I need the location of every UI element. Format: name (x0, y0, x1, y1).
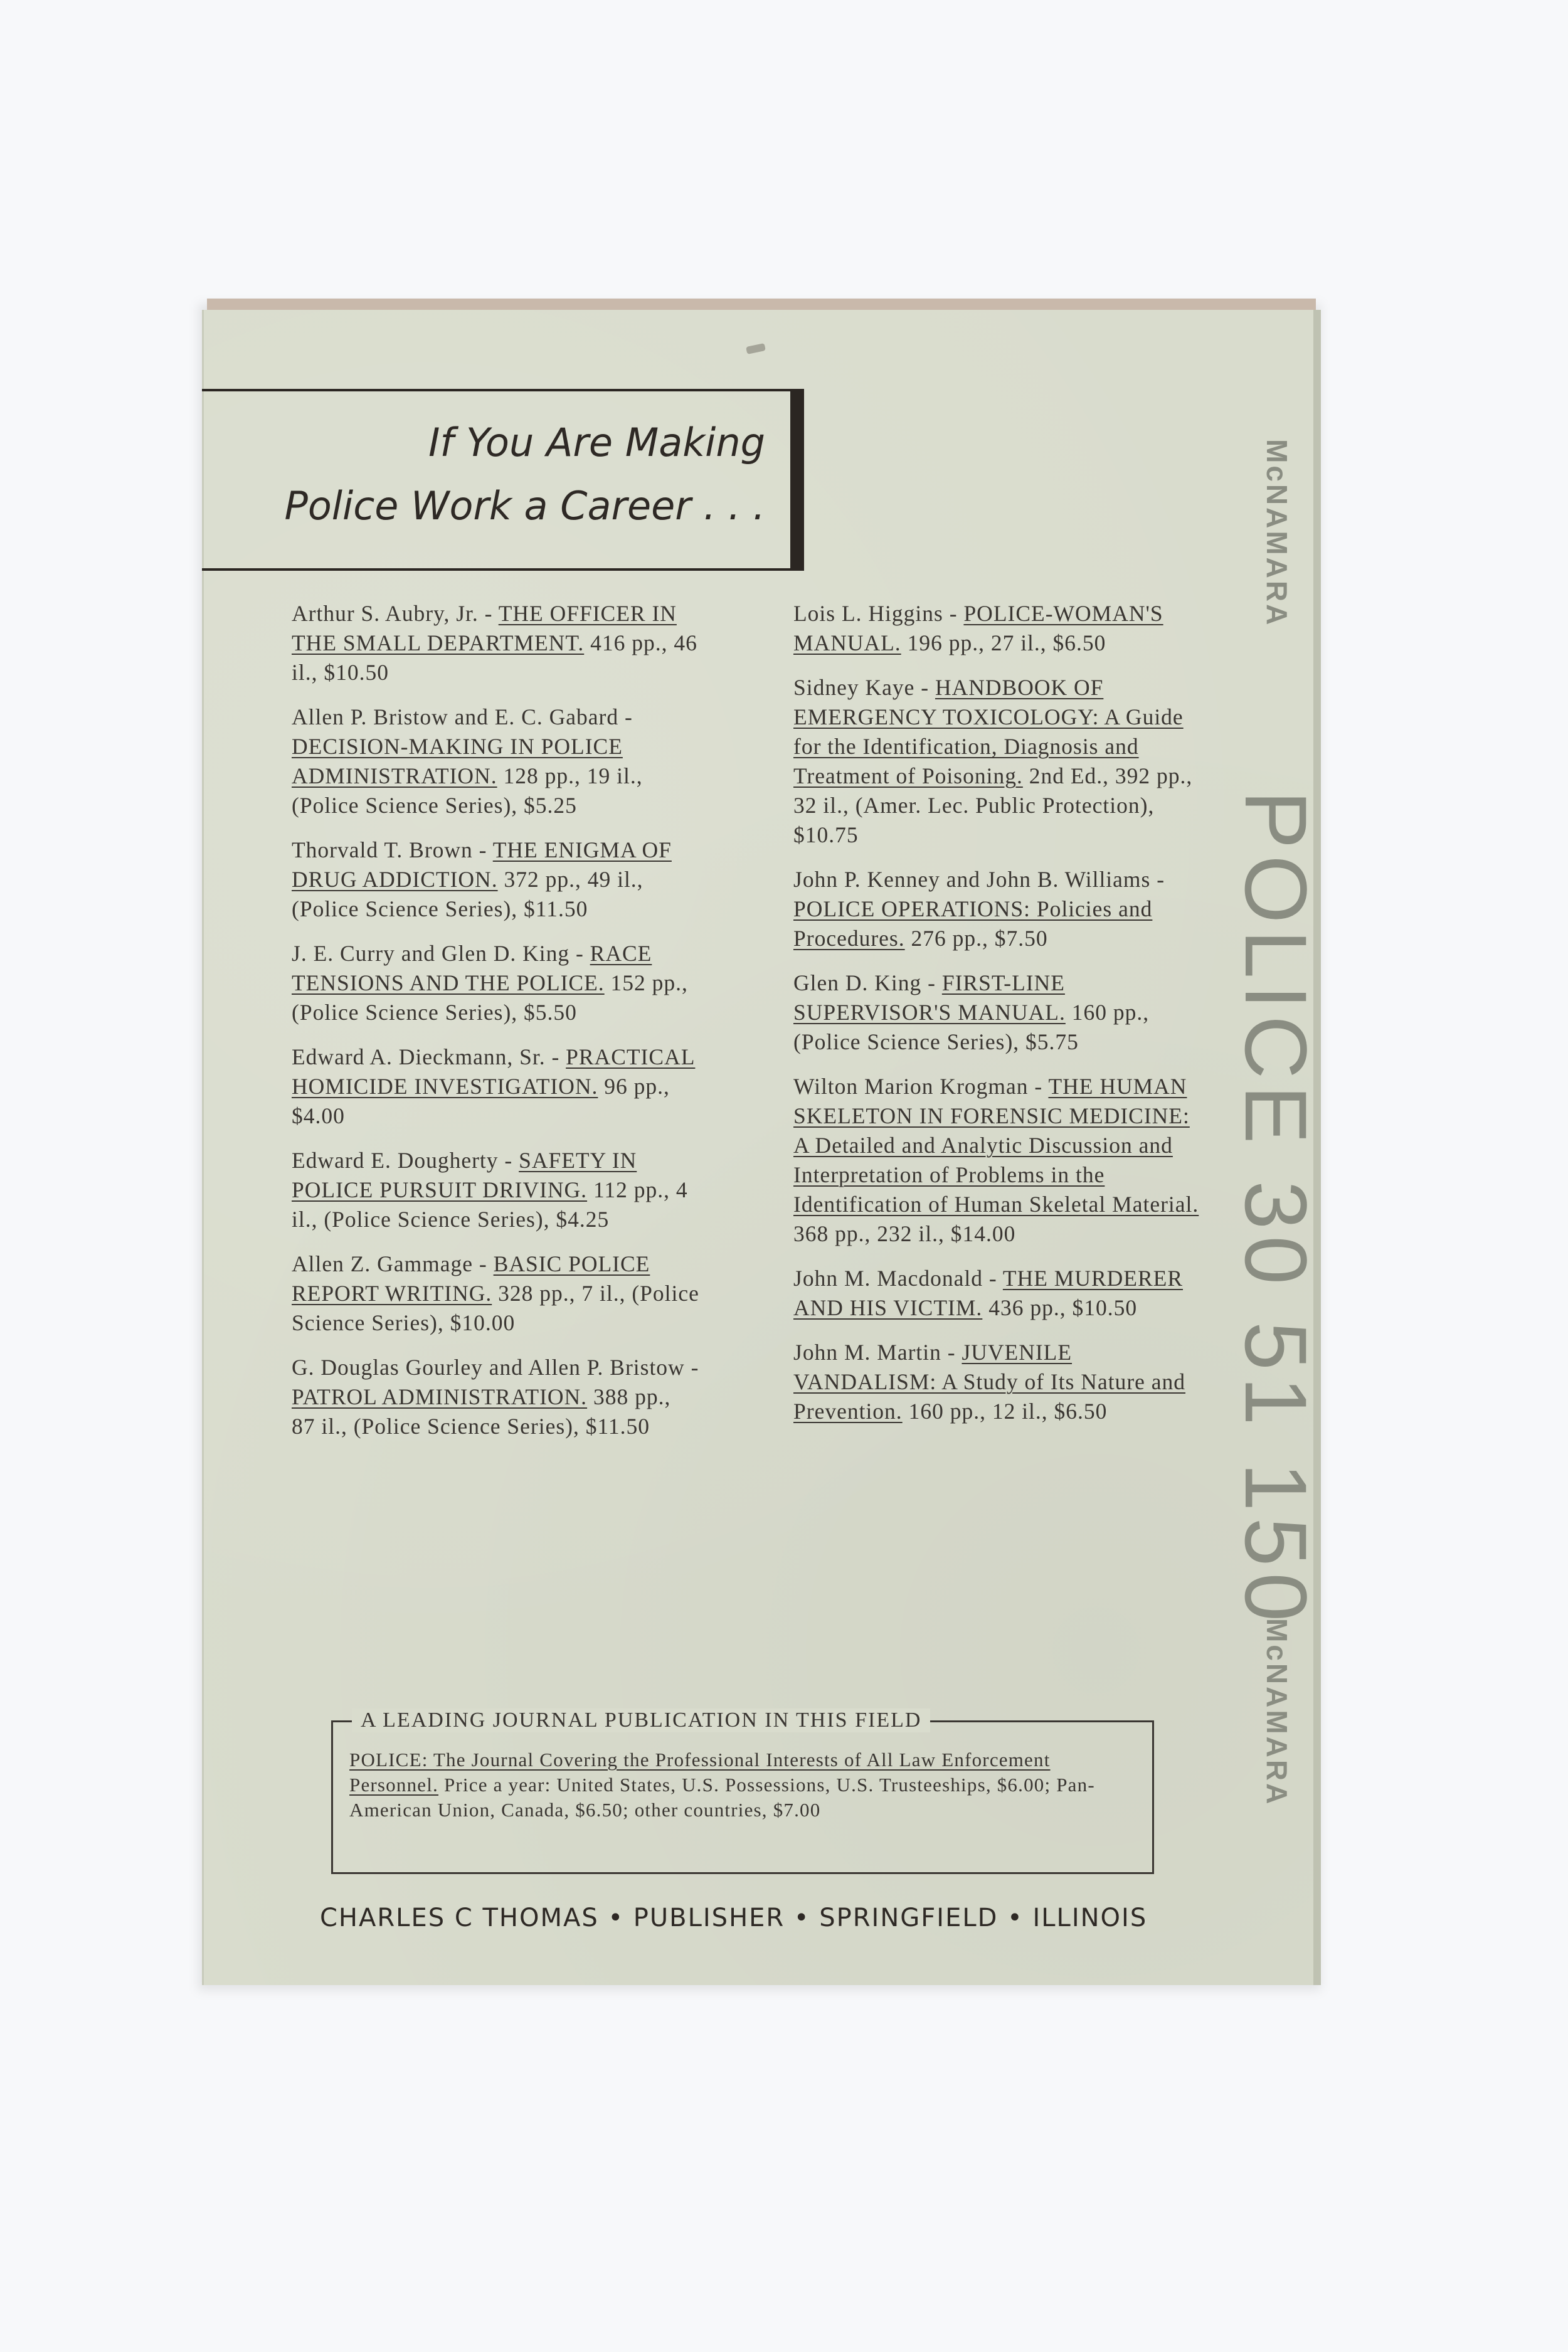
journal-caption: A LEADING JOURNAL PUBLICATION IN THIS FIELD (352, 1708, 930, 1732)
book-title: POLICE OPERATIONS: Policies and Procedures. (793, 896, 1153, 951)
header-line-1: If You Are Making (428, 420, 765, 465)
book-entry (292, 1146, 699, 1234)
book-list-right (793, 599, 1207, 1441)
journal-text (349, 1747, 1133, 1823)
book-author: Sidney Kaye - (793, 675, 935, 700)
book-title: DECISION-MAKING IN POLICE ADMINISTRATION. (292, 734, 623, 788)
book-author: John M. Macdonald - (793, 1266, 1003, 1291)
book-title: PRACTICAL HOMICIDE INVESTIGATION. (292, 1044, 696, 1099)
book-entry (793, 1072, 1207, 1249)
book-author: Lois L. Higgins - (793, 601, 964, 626)
book-title: BASIC POLICE REPORT WRITING. (292, 1251, 650, 1306)
spine-author: McNAMARA (1261, 439, 1293, 628)
spine-author-repeat: McNAMARA (1261, 1618, 1293, 1807)
book-title: HANDBOOK OF EMERGENCY TOXICOLOGY: A Guide for the Identification, Diagnosis and Treatment of Poisoning. (793, 675, 1184, 788)
spine-title: POLICE 30 51 150 (1227, 790, 1325, 1628)
book-title: SAFETY IN POLICE PURSUIT DRIVING. (292, 1148, 637, 1202)
book-author: G. Douglas Gourley and Allen P. Bristow - (292, 1355, 699, 1380)
book-details: 328 pp., 7 il., (Police Science Series), $10.00 (292, 1281, 699, 1335)
journal-pricing: Price a year: United States, U.S. Possessions, U.S. Trusteeships, $6.00; Pan-American Union, Canada, $6.50; other countries, $7.00 (349, 1774, 1095, 1821)
book-details: 2nd Ed., 392 pp., 32 il., (Amer. Lec. Public Protection), $10.75 (793, 763, 1193, 847)
book-author: Thorvald T. Brown - (292, 837, 493, 862)
book-details: 388 pp., 87 il., (Police Science Series), $11.50 (292, 1384, 671, 1439)
spine-text (1227, 439, 1333, 1807)
journal-title: POLICE: The Journal Covering the Professional Interests of All Law Enforcement Personnel. (349, 1749, 1051, 1796)
book-author: Wilton Marion Krogman - (793, 1074, 1049, 1099)
book-title: RACE TENSIONS AND THE POLICE. (292, 941, 652, 995)
book-author: Arthur S. Aubry, Jr. - (292, 601, 499, 626)
book-author: Allen P. Bristow and E. C. Gabard - (292, 704, 633, 729)
book-author: Edward E. Dougherty - (292, 1148, 519, 1173)
book-author: Glen D. King - (793, 970, 942, 995)
book-author: John M. Martin - (793, 1340, 962, 1365)
book-author: Edward A. Dieckmann, Sr. - (292, 1044, 566, 1069)
book-entry (292, 599, 699, 687)
book-entry (793, 865, 1207, 953)
book-details: 368 pp., 232 il., $14.00 (793, 1221, 1016, 1246)
book-details: 196 pp., 27 il., $6.50 (901, 630, 1106, 655)
book-title: THE ENIGMA OF DRUG ADDICTION. (292, 837, 672, 892)
book-entry (292, 1042, 699, 1131)
book-entry (793, 968, 1207, 1057)
book-details: 416 pp., 46 il., $10.50 (292, 630, 697, 685)
book-title: THE HUMAN SKELETON IN FORENSIC MEDICINE: A Detailed and Analytic Discussion and Interpretation of Problems in the Identification of Human Skeletal Material. (793, 1074, 1199, 1217)
book-details: 96 pp., $4.00 (292, 1074, 670, 1128)
header-box (202, 389, 804, 571)
header-line-2: Police Work a Career . . . (284, 483, 765, 529)
book-title: THE MURDERER AND HIS VICTIM. (793, 1266, 1184, 1320)
book-author: Allen Z. Gammage - (292, 1251, 494, 1276)
book-entry (292, 1249, 699, 1338)
book-author: John P. Kenney and John B. Williams - (793, 867, 1165, 892)
book-title: FIRST-LINE SUPERVISOR'S MANUAL. (793, 970, 1066, 1025)
book-details: 128 pp., 19 il., (Police Science Series), $5.25 (292, 763, 643, 818)
book-details: 276 pp., $7.50 (904, 926, 1048, 951)
book-entry (292, 1353, 699, 1441)
book-entry (292, 939, 699, 1027)
book-title: THE OFFICER IN THE SMALL DEPARTMENT. (292, 601, 677, 655)
book-title: JUVENILE VANDALISM: A Study of Its Nature and Prevention. (793, 1340, 1186, 1424)
book-details: 160 pp., (Police Science Series), $5.75 (793, 1000, 1150, 1054)
book-details: 436 pp., $10.50 (982, 1295, 1138, 1320)
book-title: POLICE-WOMAN'S MANUAL. (793, 601, 1163, 655)
book-entry (292, 702, 699, 820)
publisher-imprint: CHARLES C THOMAS • PUBLISHER • SPRINGFIELD • ILLINOIS (320, 1904, 1148, 1932)
book-details: 160 pp., 12 il., $6.50 (902, 1399, 1108, 1424)
book-entry (793, 599, 1207, 658)
book-details: 152 pp., (Police Science Series), $5.50 (292, 970, 688, 1025)
book-details: 112 pp., 4 il., (Police Science Series), $4.25 (292, 1177, 688, 1232)
book-details: 372 pp., 49 il., (Police Science Series), $11.50 (292, 867, 644, 921)
book-entry (793, 1338, 1207, 1426)
book-entry (292, 835, 699, 924)
book-author: J. E. Curry and Glen D. King - (292, 941, 590, 966)
book-list-left (292, 599, 699, 1456)
book-entry (793, 1264, 1207, 1323)
book-title: PATROL ADMINISTRATION. (292, 1384, 588, 1409)
book-entry (793, 673, 1207, 850)
journal-box (331, 1708, 1154, 1874)
